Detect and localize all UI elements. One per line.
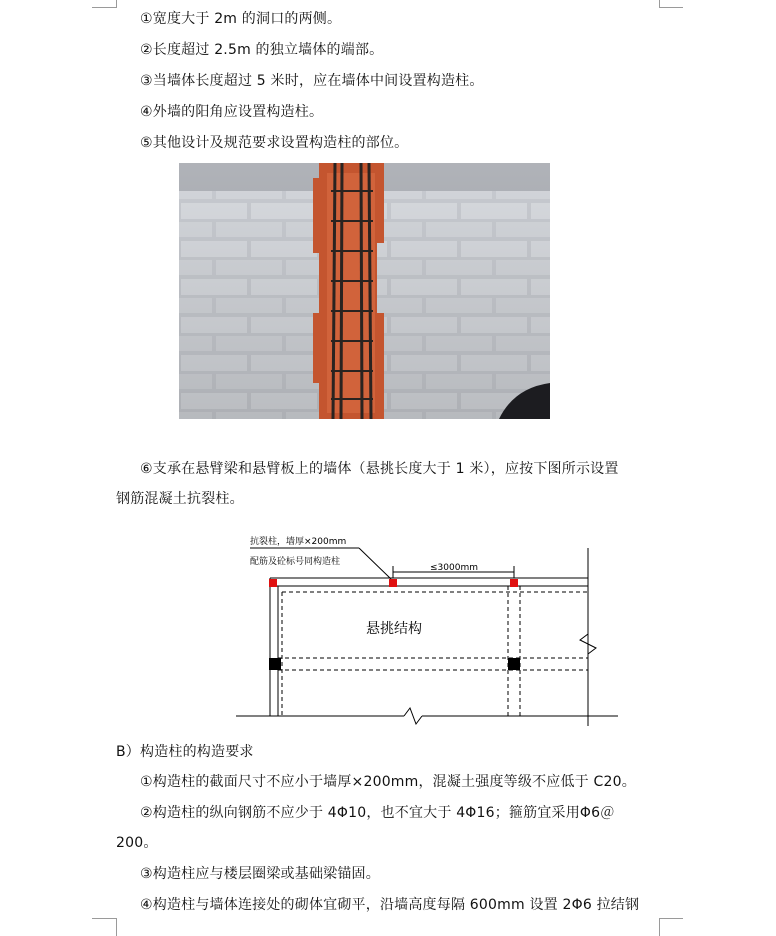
red-column-right bbox=[510, 579, 518, 587]
list-item-3: ③当墙体长度超过 5 米时，应在墙体中间设置构造柱。 bbox=[140, 73, 484, 89]
list-item-1: ①宽度大于 2m 的洞口的两侧。 bbox=[140, 11, 342, 27]
cantilever-diagram bbox=[234, 530, 618, 728]
diagram-dimension-label: ≤3000mm bbox=[430, 563, 478, 573]
crop-mark-bottom-right-h bbox=[659, 918, 683, 919]
red-column-middle bbox=[389, 579, 397, 587]
list-item-4: ④外墙的阳角应设置构造柱。 bbox=[140, 104, 324, 120]
red-column-left bbox=[269, 579, 277, 587]
diagram-center-label: 悬挑结构 bbox=[366, 621, 422, 637]
list-item-2: ②长度超过 2.5m 的独立墙体的端部。 bbox=[140, 42, 384, 58]
diagram-note-line-2: 配筋及砼标号同构造柱 bbox=[250, 557, 341, 567]
crop-mark-top-left-h bbox=[92, 7, 116, 8]
requirement-4: ④构造柱与墙体连接处的砌体宜砌平，沿墙高度每隔 600mm 设置 2Φ6 拉结钢 bbox=[140, 897, 640, 913]
black-column-left bbox=[269, 658, 281, 670]
construction-column-photo bbox=[179, 163, 550, 419]
requirement-3: ③构造柱应与楼层圈梁或基础梁锚固。 bbox=[140, 866, 380, 882]
crop-mark-top-right-h bbox=[659, 7, 683, 8]
requirement-1: ①构造柱的截面尺寸不应小于墙厚×200mm，混凝土强度等级不应低于 C20。 bbox=[140, 774, 636, 790]
list-item-6-line-1: ⑥支承在悬臂梁和悬臂板上的墙体（悬挑长度大于 1 米），应按下图所示设置 bbox=[140, 461, 619, 477]
list-item-6-line-2: 钢筋混凝土抗裂柱。 bbox=[116, 491, 244, 507]
requirement-2-line-1: ②构造柱的纵向钢筋不应少于 4Φ10，也不宜大于 4Φ16；箍筋宜采用Φ6＠ bbox=[140, 805, 615, 821]
crop-mark-bottom-left-h bbox=[92, 918, 116, 919]
list-item-5: ⑤其他设计及规范要求设置构造柱的部位。 bbox=[140, 135, 409, 151]
requirement-2-line-2: 200。 bbox=[116, 835, 158, 851]
crop-mark-bottom-right-v bbox=[659, 918, 660, 936]
section-b-title: B）构造柱的构造要求 bbox=[116, 744, 254, 760]
black-column-right bbox=[508, 658, 520, 670]
crop-mark-bottom-left-v bbox=[116, 918, 117, 936]
crop-mark-top-left-v bbox=[116, 0, 117, 8]
diagram-note-line-1: 抗裂柱，墙厚×200mm bbox=[250, 537, 347, 547]
